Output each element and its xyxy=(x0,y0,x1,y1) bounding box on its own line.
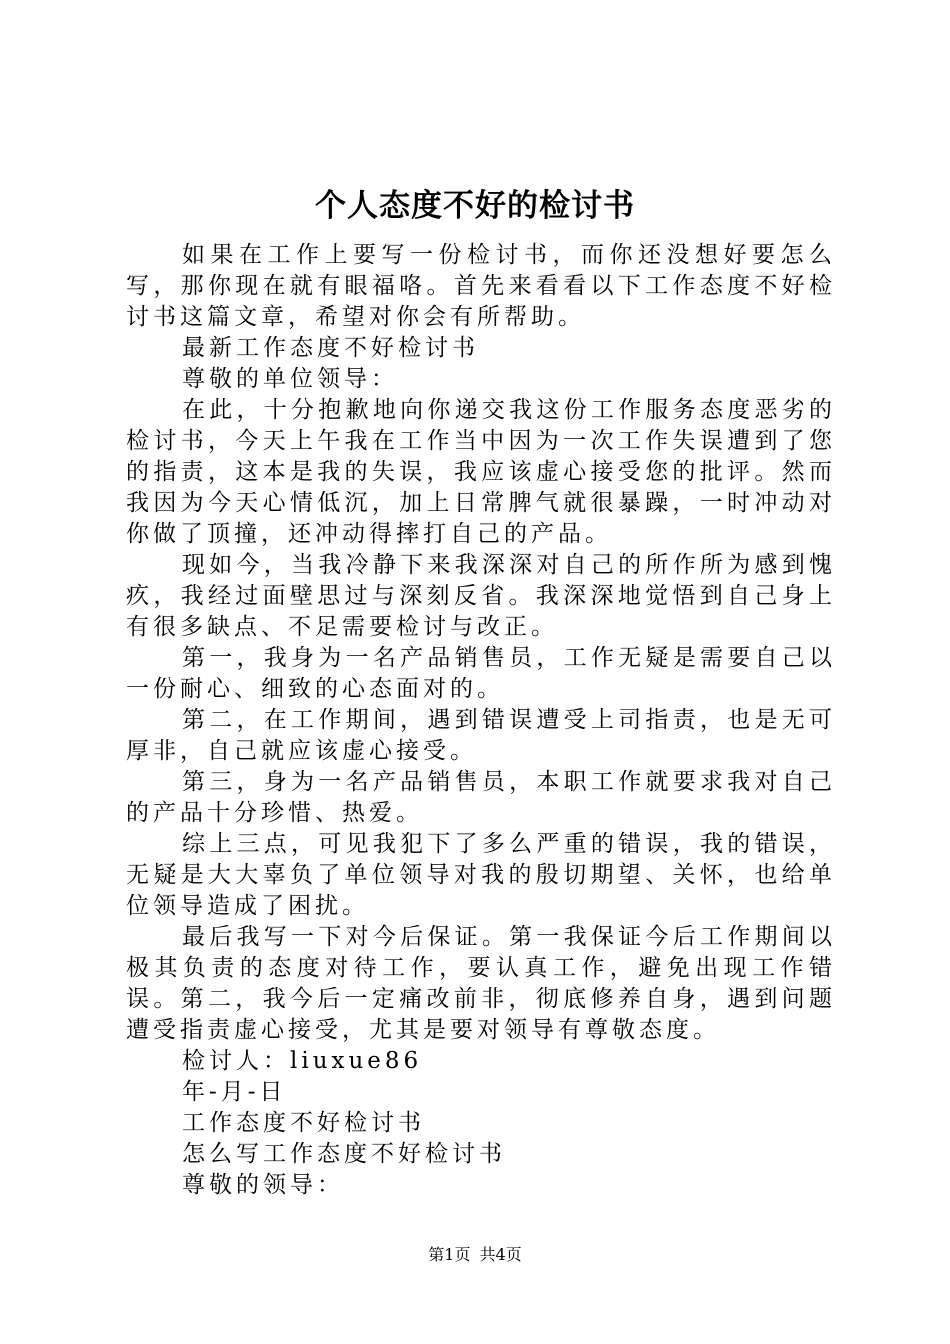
body-paragraph: 在此，十分抱歉地向你递交我这份工作服务态度恶劣的检讨书，今天上午我在工作当中因为一次工作失误遭到了您的指责，这本是我的失误，我应该虚心接受您的批评。然而我因为今天心情低沉，加上日常脾气就很暴躁，一时冲动对你做了顶撞，还冲动得摔打自己的产品。 xyxy=(126,397,836,547)
section-heading: 怎么写工作态度不好检讨书 xyxy=(182,1141,506,1167)
section-heading: 工作态度不好检讨书 xyxy=(182,1110,425,1136)
body-paragraph: 第二，在工作期间，遇到错误遭受上司指责，也是无可厚非，自己就应该虚心接受。 xyxy=(126,707,836,764)
signature-line: 检讨人：liuxue86 xyxy=(182,1048,423,1074)
subtitle-line: 最新工作态度不好检讨书 xyxy=(182,335,479,361)
body-paragraph: 第一，我身为一名产品销售员，工作无疑是需要自己以一份耐心、细致的心态面对的。 xyxy=(126,645,836,702)
document-body xyxy=(126,240,836,1201)
date-line: 年-月-日 xyxy=(182,1079,287,1105)
body-paragraph: 现如今，当我冷静下来我深深对自己的所作所为感到愧疚，我经过面壁思过与深刻反省。我深深地觉悟到自己身上有很多缺点、不足需要检讨与改正。 xyxy=(126,552,836,640)
page-footer xyxy=(0,1243,950,1267)
body-paragraph: 第三，身为一名产品销售员，本职工作就要求我对自己的产品十分珍惜、热爱。 xyxy=(126,769,836,826)
body-paragraph: 综上三点，可见我犯下了多么严重的错误，我的错误，无疑是大大辜负了单位领导对我的殷切期望、关怀，也给单位领导造成了困扰。 xyxy=(126,831,836,919)
intro-paragraph: 如果在工作上要写一份检讨书，而你还没想好要怎么写，那你现在就有眼福咯。首先来看看以下工作态度不好检讨书这篇文章，希望对你会有所帮助。 xyxy=(126,242,836,330)
document-title: 个人态度不好的检讨书 xyxy=(315,188,635,224)
salutation: 尊敬的单位领导： xyxy=(182,366,398,392)
body-paragraph: 最后我写一下对今后保证。第一我保证今后工作期间以极其负责的态度对待工作，要认真工作，避免出现工作错误。第二，我今后一定痛改前非，彻底修养自身，遇到问题遭受指责虚心接受，尤其是要对领导有尊敬态度。 xyxy=(126,924,836,1043)
page-number: 第1页 xyxy=(428,1245,471,1264)
salutation: 尊敬的领导： xyxy=(182,1172,344,1198)
page-total: 共4页 xyxy=(479,1245,522,1264)
